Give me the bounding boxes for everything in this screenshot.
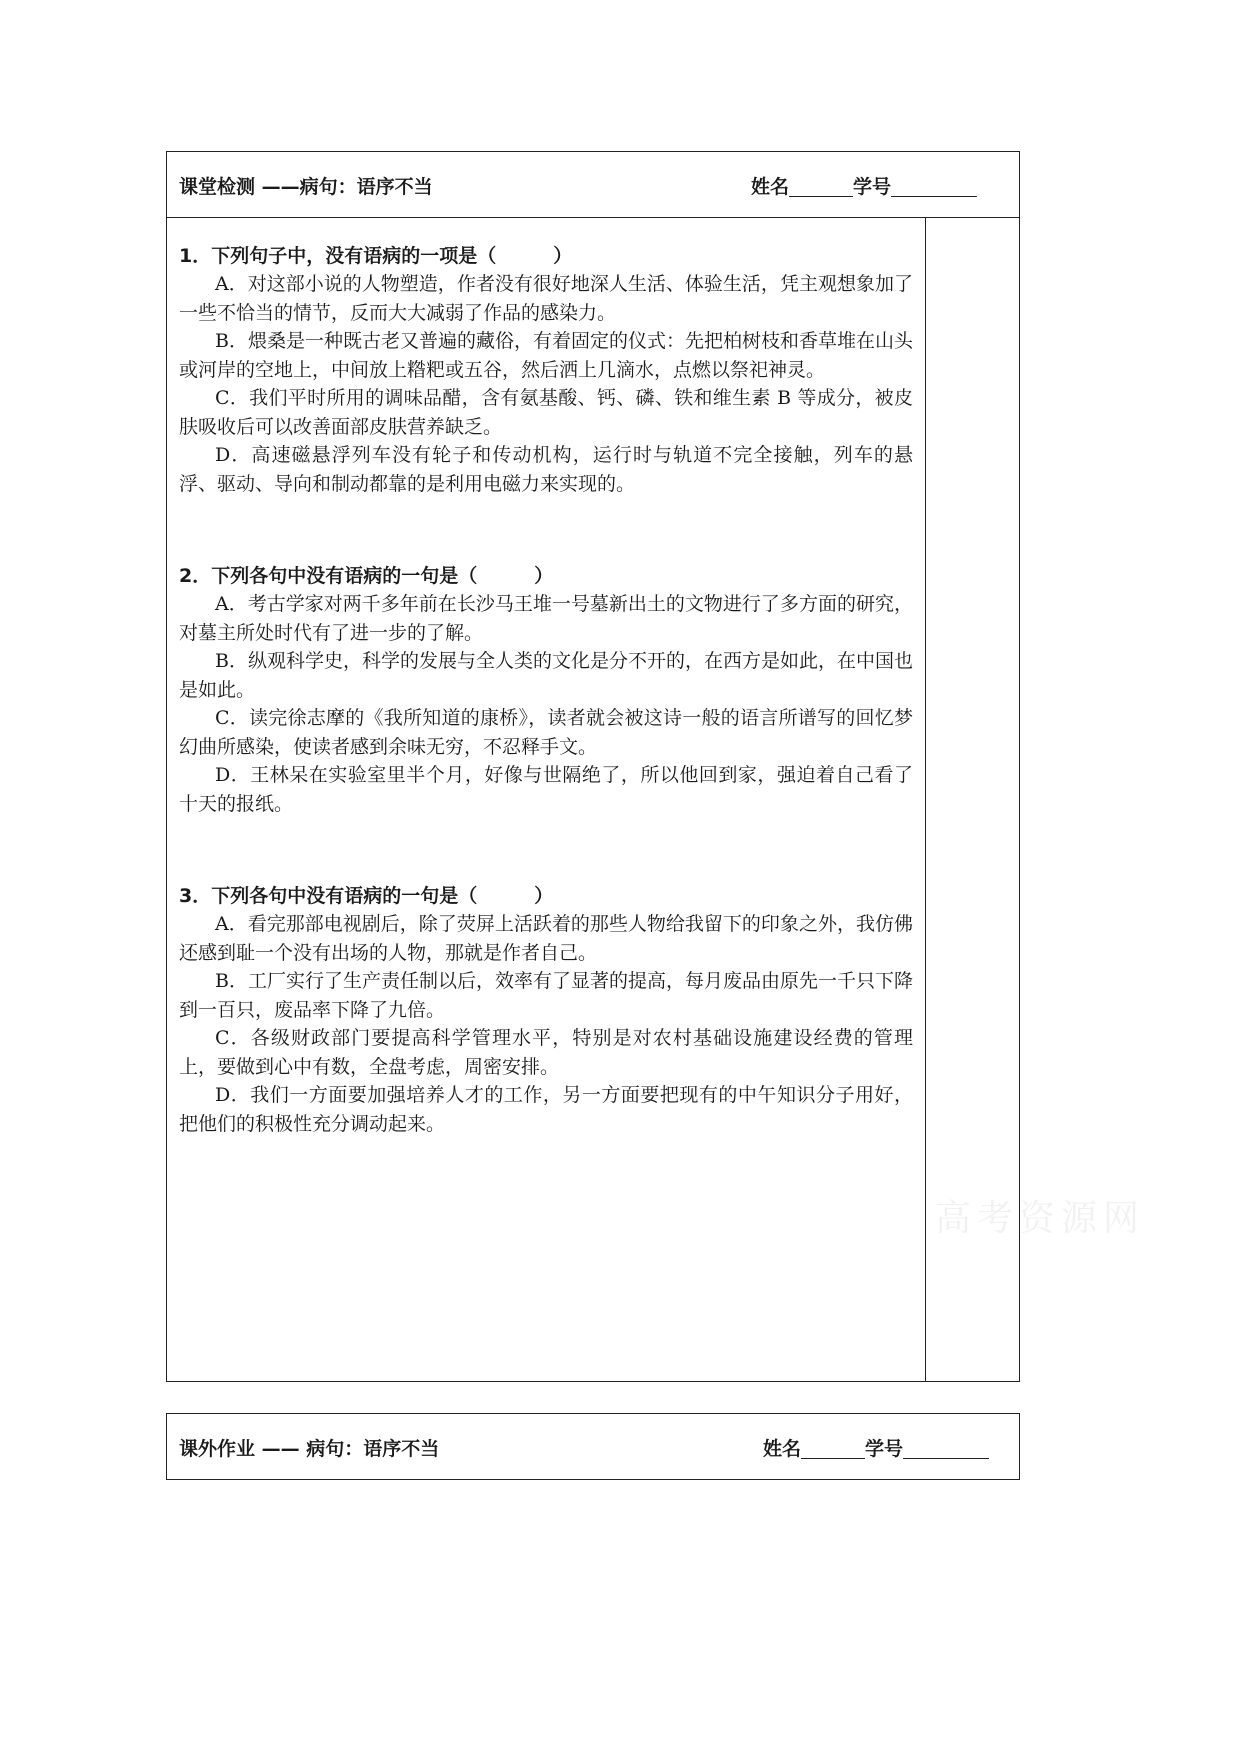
question-1: [179, 242, 913, 498]
option-a: A．考古学家对两千多年前在长沙马王堆一号墓新出土的文物进行了多方面的研究，对墓主所处时代有了进一步的了解。: [179, 593, 913, 644]
question-3: [179, 882, 913, 1138]
name-label: 姓名: [763, 1438, 802, 1460]
classroom-test-header: [167, 152, 1019, 218]
name-id-fields: [763, 1434, 989, 1461]
question-stem: 1．下列句子中，没有语病的一项是（ ）: [179, 245, 573, 267]
watermark-logo: 高考资源网: [935, 1198, 1146, 1239]
questions-area: [179, 242, 913, 1202]
name-id-fields: [751, 172, 977, 199]
option-b: B．纵观科学史，科学的发展与全人类的文化是分不开的，在西方是如此，在中国也是如此。: [179, 650, 913, 701]
option-d: D．我们一方面要加强培养人才的工作，另一方面要把现有的中午知识分子用好，把他们的积极性充分调动起来。: [179, 1084, 913, 1135]
option-b: B．工厂实行了生产责任制以后，效率有了显著的提高，每月废品由原先一千只下降到一百只，废品率下降了九倍。: [179, 970, 913, 1021]
homework-box: [166, 1413, 1020, 1480]
option-c: C．各级财政部门要提高科学管理水平，特别是对农村基础设施建设经费的管理上，要做到心中有数，全盘考虑，周密安排。: [179, 1027, 913, 1078]
option-d: D．王林呆在实验室里半个月，好像与世隔绝了，所以他回到家，强迫着自己看了十天的报纸。: [179, 764, 913, 815]
option-a: A．对这部小说的人物塑造，作者没有很好地深人生活、体验生活，凭主观想象加了一些不恰当的情节，反而大大减弱了作品的感染力。: [179, 273, 913, 324]
column-divider: [925, 218, 926, 1381]
question-stem: 3．下列各句中没有语病的一句是（ ）: [179, 885, 554, 907]
id-blank[interactable]: [891, 176, 977, 197]
id-label: 学号: [853, 176, 892, 198]
classroom-test-box: [166, 151, 1020, 1382]
option-d: D．高速磁悬浮列车没有轮子和传动机构，运行时与轨道不完全接触，列车的悬浮、驱动、导向和制动都靠的是利用电磁力来实现的。: [179, 444, 913, 495]
name-blank[interactable]: [801, 1438, 865, 1459]
option-c: C．读完徐志摩的《我所知道的康桥》，读者就会被这诗一般的语言所谱写的回忆梦幻曲所感染，使读者感到余味无穷，不忍释手文。: [179, 707, 913, 758]
homework-header: [167, 1414, 1019, 1478]
homework-title: 课外作业 —— 病句：语序不当: [179, 1438, 440, 1460]
question-stem: 2．下列各句中没有语病的一句是（ ）: [179, 565, 554, 587]
id-blank[interactable]: [903, 1438, 989, 1459]
option-a: A．看完那部电视剧后，除了荧屏上活跃着的那些人物给我留下的印象之外，我仿佛还感到耻一个没有出场的人物，那就是作者自己。: [179, 913, 913, 964]
option-c: C．我们平时所用的调味品醋，含有氨基酸、钙、磷、铁和维生素 B 等成分，被皮肤吸收后可以改善面部皮肤营养缺乏。: [179, 387, 913, 438]
id-label: 学号: [865, 1438, 904, 1460]
question-2: [179, 562, 913, 818]
name-label: 姓名: [751, 176, 790, 198]
name-blank[interactable]: [789, 176, 853, 197]
classroom-test-title: 课堂检测 ——病句：语序不当: [179, 176, 433, 198]
option-b: B．煨桑是一种既古老又普遍的藏俗，有着固定的仪式：先把柏树枝和香草堆在山头或河岸的空地上，中间放上糌粑或五谷，然后洒上几滴水，点燃以祭祀神灵。: [179, 330, 913, 381]
